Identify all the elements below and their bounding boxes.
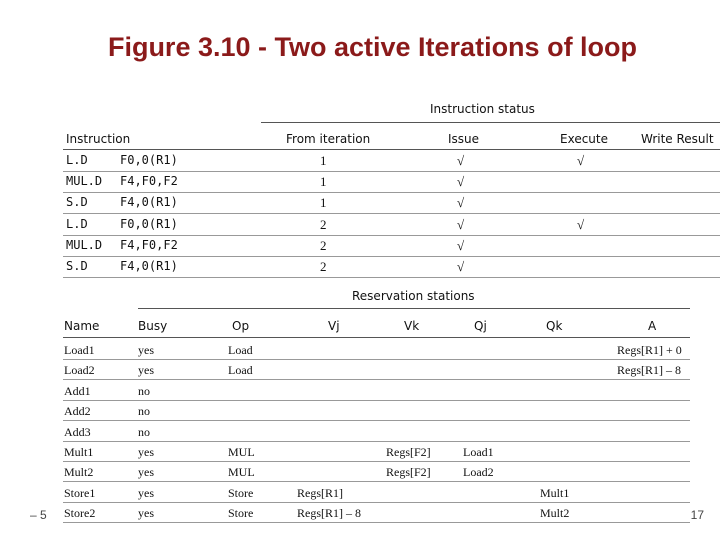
col-header-qj: Qj [474, 319, 487, 333]
row-rule [63, 235, 720, 236]
rs-op: MUL [228, 465, 255, 480]
rs-qj: Load1 [463, 445, 494, 459]
textbook-figure [58, 95, 720, 532]
rs-vj: Regs[R1] – 8 [297, 506, 361, 521]
instr-issue-check: √ [457, 216, 465, 232]
rs-op: Load [228, 363, 253, 378]
rs-busy: no [138, 404, 150, 419]
col-header-issue: Issue [448, 132, 480, 146]
row-rule [63, 420, 690, 421]
rs-name: Mult1 [64, 445, 94, 459]
instr-issue-check: √ [457, 259, 465, 274]
rs-busy: no [138, 424, 150, 439]
row-rule [63, 213, 720, 214]
row-rule [63, 171, 720, 172]
instr-operands: F4,0(R1) [120, 259, 178, 273]
row-rule [63, 461, 690, 462]
rs-op: MUL [228, 445, 255, 459]
instr-execute-check: √ [577, 216, 585, 232]
rs-busy: yes [138, 506, 154, 521]
row-rule [63, 441, 690, 442]
instr-iteration: 2 [320, 237, 327, 253]
instr-iteration: 1 [320, 174, 327, 190]
instr-op: L.D [66, 216, 88, 231]
row-rule [63, 359, 690, 360]
rs-a: Regs[R1] – 8 [617, 363, 681, 378]
instruction-status-title: Instruction status [430, 102, 535, 116]
reservation-header-rule [63, 337, 690, 338]
rs-name: Add2 [64, 404, 91, 419]
rs-busy: yes [138, 465, 154, 480]
instr-iteration: 1 [320, 195, 327, 211]
rs-busy: yes [138, 445, 154, 459]
row-rule [63, 256, 720, 257]
rs-vk: Regs[F2] [386, 445, 431, 459]
rs-busy: yes [138, 343, 154, 357]
instr-operands: F0,0(R1) [120, 216, 178, 231]
rs-busy: yes [138, 485, 154, 500]
rs-name: Add3 [64, 424, 91, 439]
row-rule [63, 379, 690, 380]
rs-busy: yes [138, 363, 154, 378]
rs-busy: no [138, 383, 150, 398]
rs-qj: Load2 [463, 465, 494, 480]
col-header-vk: Vk [404, 319, 420, 333]
col-header-from-iteration: From iteration [286, 132, 371, 146]
instr-issue-check: √ [457, 153, 465, 168]
instr-op: MUL.D [66, 237, 103, 252]
col-header-op: Op [232, 319, 250, 333]
instr-execute-check: √ [577, 153, 585, 168]
rs-name: Mult2 [64, 465, 94, 480]
row-rule [63, 522, 690, 523]
col-header-execute: Execute [560, 132, 608, 146]
instruction-status-rule [261, 122, 720, 123]
col-header-a: A [648, 319, 657, 333]
instr-op: S.D [66, 259, 88, 273]
instr-operands: F0,0(R1) [120, 153, 178, 167]
row-rule [63, 502, 690, 503]
footer-left-mark: – 5 [30, 508, 47, 522]
instr-iteration: 1 [320, 153, 327, 168]
rs-vj: Regs[R1] [297, 485, 343, 500]
instr-issue-check: √ [457, 237, 465, 253]
instr-operands: F4,F0,F2 [120, 237, 178, 252]
reservation-stations-rule [138, 308, 690, 309]
col-header-instruction: Instruction [66, 132, 131, 146]
row-rule [63, 277, 720, 278]
rs-name: Store1 [64, 485, 96, 500]
instr-operands: F4,0(R1) [120, 195, 178, 210]
instruction-header-rule [63, 149, 720, 150]
row-rule [63, 192, 720, 193]
col-header-write-result: Write Result [641, 132, 714, 146]
rs-name: Add1 [64, 383, 91, 398]
rs-a: Regs[R1] + 0 [617, 343, 682, 357]
instr-op: S.D [66, 195, 88, 210]
rs-vk: Regs[F2] [386, 465, 431, 480]
instr-op: MUL.D [66, 174, 103, 189]
col-header-qk: Qk [546, 319, 563, 333]
rs-qk: Mult1 [540, 485, 570, 500]
instr-operands: F4,F0,F2 [120, 174, 178, 189]
instr-issue-check: √ [457, 195, 465, 211]
rs-name: Load1 [64, 343, 95, 357]
rs-op: Load [228, 343, 253, 357]
rs-op: Store [228, 506, 254, 521]
reservation-stations-title: Reservation stations [352, 289, 475, 303]
page-number: 17 [690, 508, 704, 522]
instr-issue-check: √ [457, 174, 465, 190]
rs-name: Load2 [64, 363, 95, 378]
rs-name: Store2 [64, 506, 96, 521]
instr-iteration: 2 [320, 259, 327, 274]
col-header-busy: Busy [138, 319, 168, 333]
row-rule [63, 400, 690, 401]
rs-op: Store [228, 485, 254, 500]
col-header-name: Name [64, 319, 100, 333]
instr-op: L.D [66, 153, 88, 167]
instr-iteration: 2 [320, 216, 327, 232]
slide-title: Figure 3.10 - Two active Iterations of loop [107, 32, 638, 62]
rs-qk: Mult2 [540, 506, 570, 521]
row-rule [63, 481, 690, 482]
col-header-vj: Vj [328, 319, 340, 333]
